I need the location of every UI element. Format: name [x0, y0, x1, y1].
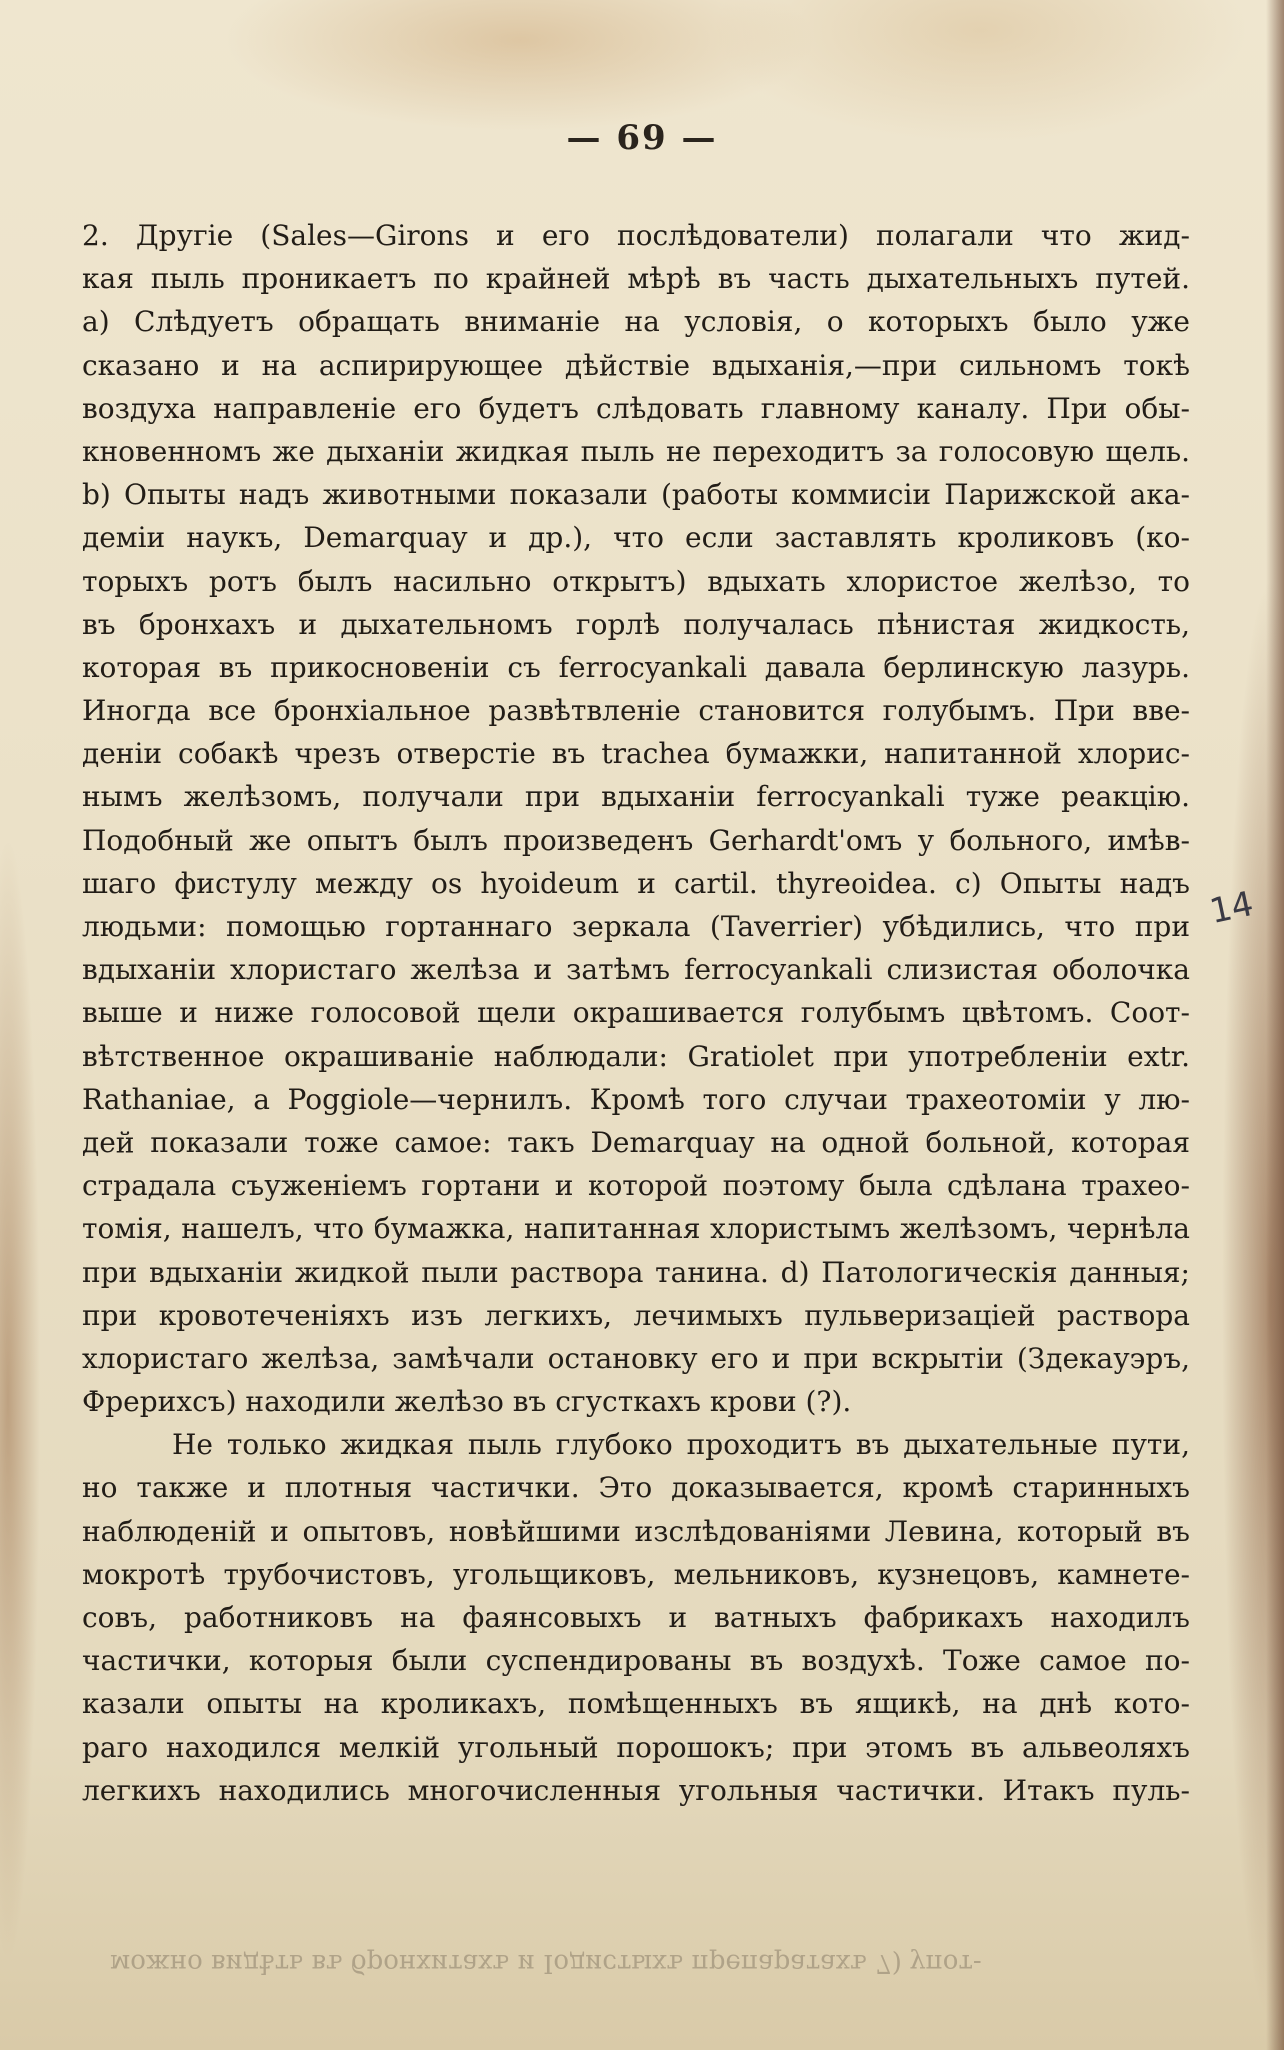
text-line: Не только жидкая пыль глубоко проходитъ въ дыхательные пути,	[172, 1428, 1190, 1462]
text-line: наблюденій и опытовъ, новѣйшими изслѣдованіями Левина, который въ	[82, 1514, 1190, 1548]
text-line: Фрерихсъ) находили желѣзо въ сгусткахъ крови (?).	[82, 1385, 852, 1419]
page-edge-shadow	[1266, 0, 1284, 2050]
text-line: но также и плотныя частички. Это доказывается, кромѣ старинныхъ	[82, 1471, 1190, 1505]
page-number: — 69 —	[566, 118, 718, 158]
text-line: при вдыханіи жидкой пыли раствора танина. d) Патологическія данныя;	[82, 1255, 1190, 1289]
text-line: вѣтственное окрашиваніе наблюдали: Gratiolet при употребленіи extr.	[82, 1039, 1190, 1073]
text-line: казали опыты на кроликахъ, помѣщенныхъ въ ящикѣ, на днѣ кото-	[82, 1687, 1190, 1721]
text-line: Подобный же опытъ былъ произведенъ Gerhardt'омъ у больного, имѣв-	[82, 823, 1190, 857]
text-line: въ бронхахъ и дыхательномъ горлѣ получалась пѣнистая жидкость,	[82, 607, 1190, 641]
text-line: кновенномъ же дыханіи жидкая пыль не переходитъ за голосовую щель.	[82, 434, 1190, 468]
text-line: шаго фистулу между os hyoideum и cartil. thyreoidea. c) Опыты надъ	[82, 866, 1190, 900]
text-line: торыхъ ротъ былъ насильно открытъ) вдыхать хлористое желѣзо, то	[82, 564, 1190, 598]
text-line: мокротѣ трубочистовъ, угольщиковъ, мельниковъ, кузнецовъ, камнете-	[82, 1557, 1190, 1591]
text-line: частички, которыя были суспендированы въ воздухѣ. Тоже самое по-	[82, 1644, 1190, 1678]
body-text	[82, 214, 1190, 1812]
text-line: выше и ниже голосовой щели окрашивается голубымъ цвѣтомъ. Соот-	[82, 996, 1190, 1030]
text-line: b) Опыты надъ животными показали (работы коммисіи Парижской ака-	[82, 478, 1190, 512]
text-line: людьми: помощью гортаннаго зеркала (Taverrier) убѣдились, что при	[82, 910, 1190, 943]
text-line: дей показали тоже самое: такъ Demarquay на одной больной, которая	[82, 1125, 1190, 1159]
text-line: раго находился мелкій угольный порошокъ; при этомъ въ альвеоляхъ	[82, 1730, 1190, 1764]
text-line: легкихъ находились многочисленныя угольныя частички. Итакъ пуль-	[82, 1773, 1190, 1807]
text-line: кая пыль проникаетъ по крайней мѣрѣ въ часть дыхательныхъ путей.	[82, 262, 1190, 296]
text-line: 2. Другіе (Sales—Girons и его послѣдователи) полагали что жид-	[82, 219, 1190, 252]
bleed-through-text: можно видѣть въ бронхитахъ и Іодистыхъ препаратахъ 7) упот-	[110, 1948, 982, 1978]
text-line: при кровотеченіяхъ изъ легкихъ, лечимыхъ пульверизаціей раствора	[82, 1298, 1190, 1332]
handwritten-margin-note: 14	[1206, 883, 1257, 933]
text-line: деніи собакѣ чрезъ отверстіе въ trachea бумажки, напитанной хлорис-	[82, 737, 1190, 771]
text-line: сказано и на аспирирующее дѣйствіе вдыханія,—при сильномъ токѣ	[82, 348, 1190, 382]
text-line: томія, нашелъ, что бумажка, напитанная хлористымъ желѣзомъ, чернѣла	[82, 1212, 1190, 1246]
text-line: воздуха направленіе его будетъ слѣдовать главному каналу. При обы-	[82, 391, 1190, 425]
text-line: нымъ желѣзомъ, получали при вдыханіи ferrocyankali туже реакцію.	[82, 780, 1190, 814]
text-line: Rathaniae, а Poggiole—чернилъ. Кромѣ того случаи трахеотоміи у лю-	[82, 1082, 1190, 1116]
text-line: которая въ прикосновеніи съ ferrocyankali давала берлинскую лазурь.	[82, 650, 1190, 684]
text-line: совъ, работниковъ на фаянсовыхъ и ватныхъ фабрикахъ находилъ	[82, 1601, 1190, 1634]
text-line: хлористаго желѣза, замѣчали остановку его и при вскрытіи (Здекауэръ,	[82, 1341, 1190, 1375]
text-line: Иногда все бронхіальное развѣтвленіе становится голубымъ. При вве-	[82, 694, 1190, 728]
text-line: страдала съуженіемъ гортани и которой поэтому была сдѣлана трахео-	[82, 1169, 1190, 1203]
text-line: вдыханіи хлористаго желѣза и затѣмъ ferrocyankali слизистая оболочка	[82, 953, 1190, 987]
text-line: a) Слѣдуетъ обращать вниманіе на условія, о которыхъ было уже	[82, 305, 1190, 339]
text-line: деміи наукъ, Demarquay и др.), что если заставлять кроликовъ (ко-	[82, 521, 1190, 555]
